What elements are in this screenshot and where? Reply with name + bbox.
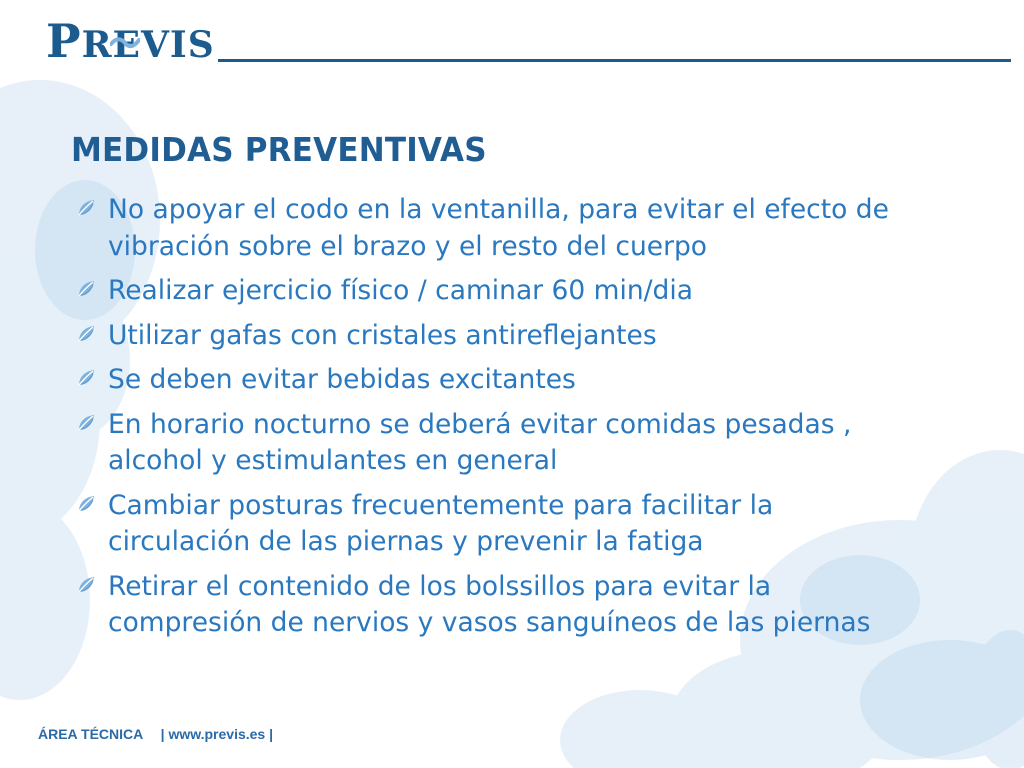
bullet-item [72, 569, 912, 642]
bullet-text: Retirar el contenido de los bolssillos para evitar la compresión de nervios y vasos sanguíneos de las piernas [108, 570, 871, 638]
logo-e-text: E [112, 24, 141, 66]
bullet-item [72, 488, 912, 561]
footer [38, 726, 273, 742]
logo-letter-e [113, 26, 141, 64]
bullet-text: Utilizar gafas con cristales antireflejantes [108, 319, 657, 351]
leaf-bullet-icon [75, 323, 97, 345]
leaf-bullet-icon [75, 367, 97, 389]
footer-separator: | [160, 726, 165, 742]
slide-title: MEDIDAS PREVENTIVAS [71, 130, 487, 169]
bullet-item [72, 362, 912, 399]
leaf-bullet-icon [75, 412, 97, 434]
logo-letter-r: R [81, 24, 113, 66]
bullet-text: Realizar ejercicio físico / caminar 60 min/dia [108, 275, 693, 306]
bullet-list [72, 192, 912, 650]
leaf-bullet-icon [75, 493, 97, 515]
leaf-bullet-icon [75, 574, 97, 596]
footer-separator-end: | [269, 726, 274, 742]
footer-area-label: ÁREA TÉCNICA [38, 726, 143, 742]
footer-url-link[interactable]: www.previs.es [168, 726, 266, 742]
bullet-text: No apoyar el codo en la ventanilla, para evitar el efecto de vibración sobre el brazo y el resto del cuerpo [108, 194, 889, 262]
logo-letters-vis: VIS [140, 24, 215, 66]
bullet-text: En horario nocturno se deberá evitar comidas pesadas , alcohol y estimulantes en general [108, 408, 852, 476]
previs-logo [46, 14, 215, 68]
wave-icon [110, 35, 140, 49]
bullet-item [72, 273, 912, 310]
header-divider [218, 59, 1011, 62]
bullet-item [72, 192, 912, 265]
bullet-item [72, 407, 912, 480]
bullet-text: Se deben evitar bebidas excitantes [108, 364, 576, 395]
logo-letter-p: P [46, 14, 82, 68]
leaf-bullet-icon [75, 278, 97, 300]
bullet-text: Cambiar posturas frecuentemente para facilitar la circulación de las piernas y prevenir la fatiga [108, 489, 774, 557]
leaf-bullet-icon [75, 197, 97, 219]
bullet-item [72, 318, 912, 355]
